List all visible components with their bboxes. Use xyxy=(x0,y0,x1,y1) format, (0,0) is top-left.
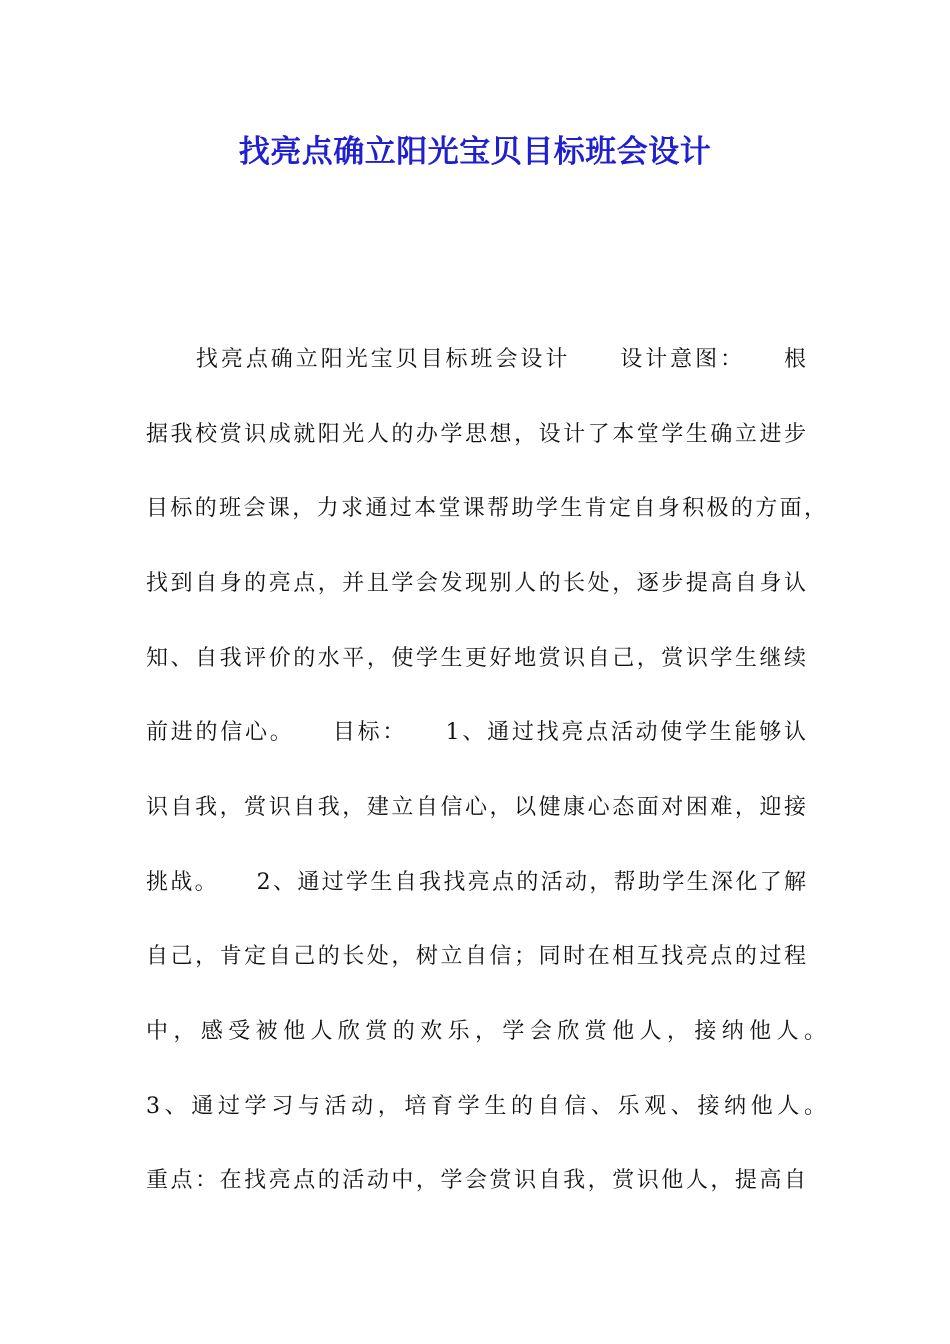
body-line: 自己，肯定自己的长处，树立自信；同时在相互找亮点的过程 xyxy=(146,944,806,969)
document-title: 找亮点确立阳光宝贝目标班会设计 xyxy=(238,134,712,170)
body-line: 3、通过学习与活动，培育学生的自信、乐观、接纳他人。 xyxy=(146,1094,826,1119)
body-line: 找亮点确立阳光宝贝目标班会设计 设计意图： 根 xyxy=(146,347,806,372)
body-line: 前进的信心。 目标： 1、通过找亮点活动使学生能够认 xyxy=(146,720,806,745)
body-line: 识自我，赏识自我，建立自信心，以健康心态面对困难，迎接 xyxy=(146,795,806,820)
body-line: 据我校赏识成就阳光人的办学思想，设计了本堂学生确立进步 xyxy=(146,422,806,447)
body-line: 知、自我评价的水平，使学生更好地赏识自己，赏识学生继续 xyxy=(146,646,806,671)
body-line: 重点：在找亮点的活动中，学会赏识自我，赏识他人，提高自 xyxy=(146,1168,806,1193)
body-line: 目标的班会课，力求通过本堂课帮助学生肯定自身积极的方面， xyxy=(146,496,826,521)
body-line: 中，感受被他人欣赏的欢乐，学会欣赏他人，接纳他人。 xyxy=(146,1019,826,1044)
body-line: 找到自身的亮点，并且学会发现别人的长处，逐步提高自身认 xyxy=(146,571,806,596)
body-line: 挑战。 2、通过学生自我找亮点的活动，帮助学生深化了解 xyxy=(146,870,806,895)
